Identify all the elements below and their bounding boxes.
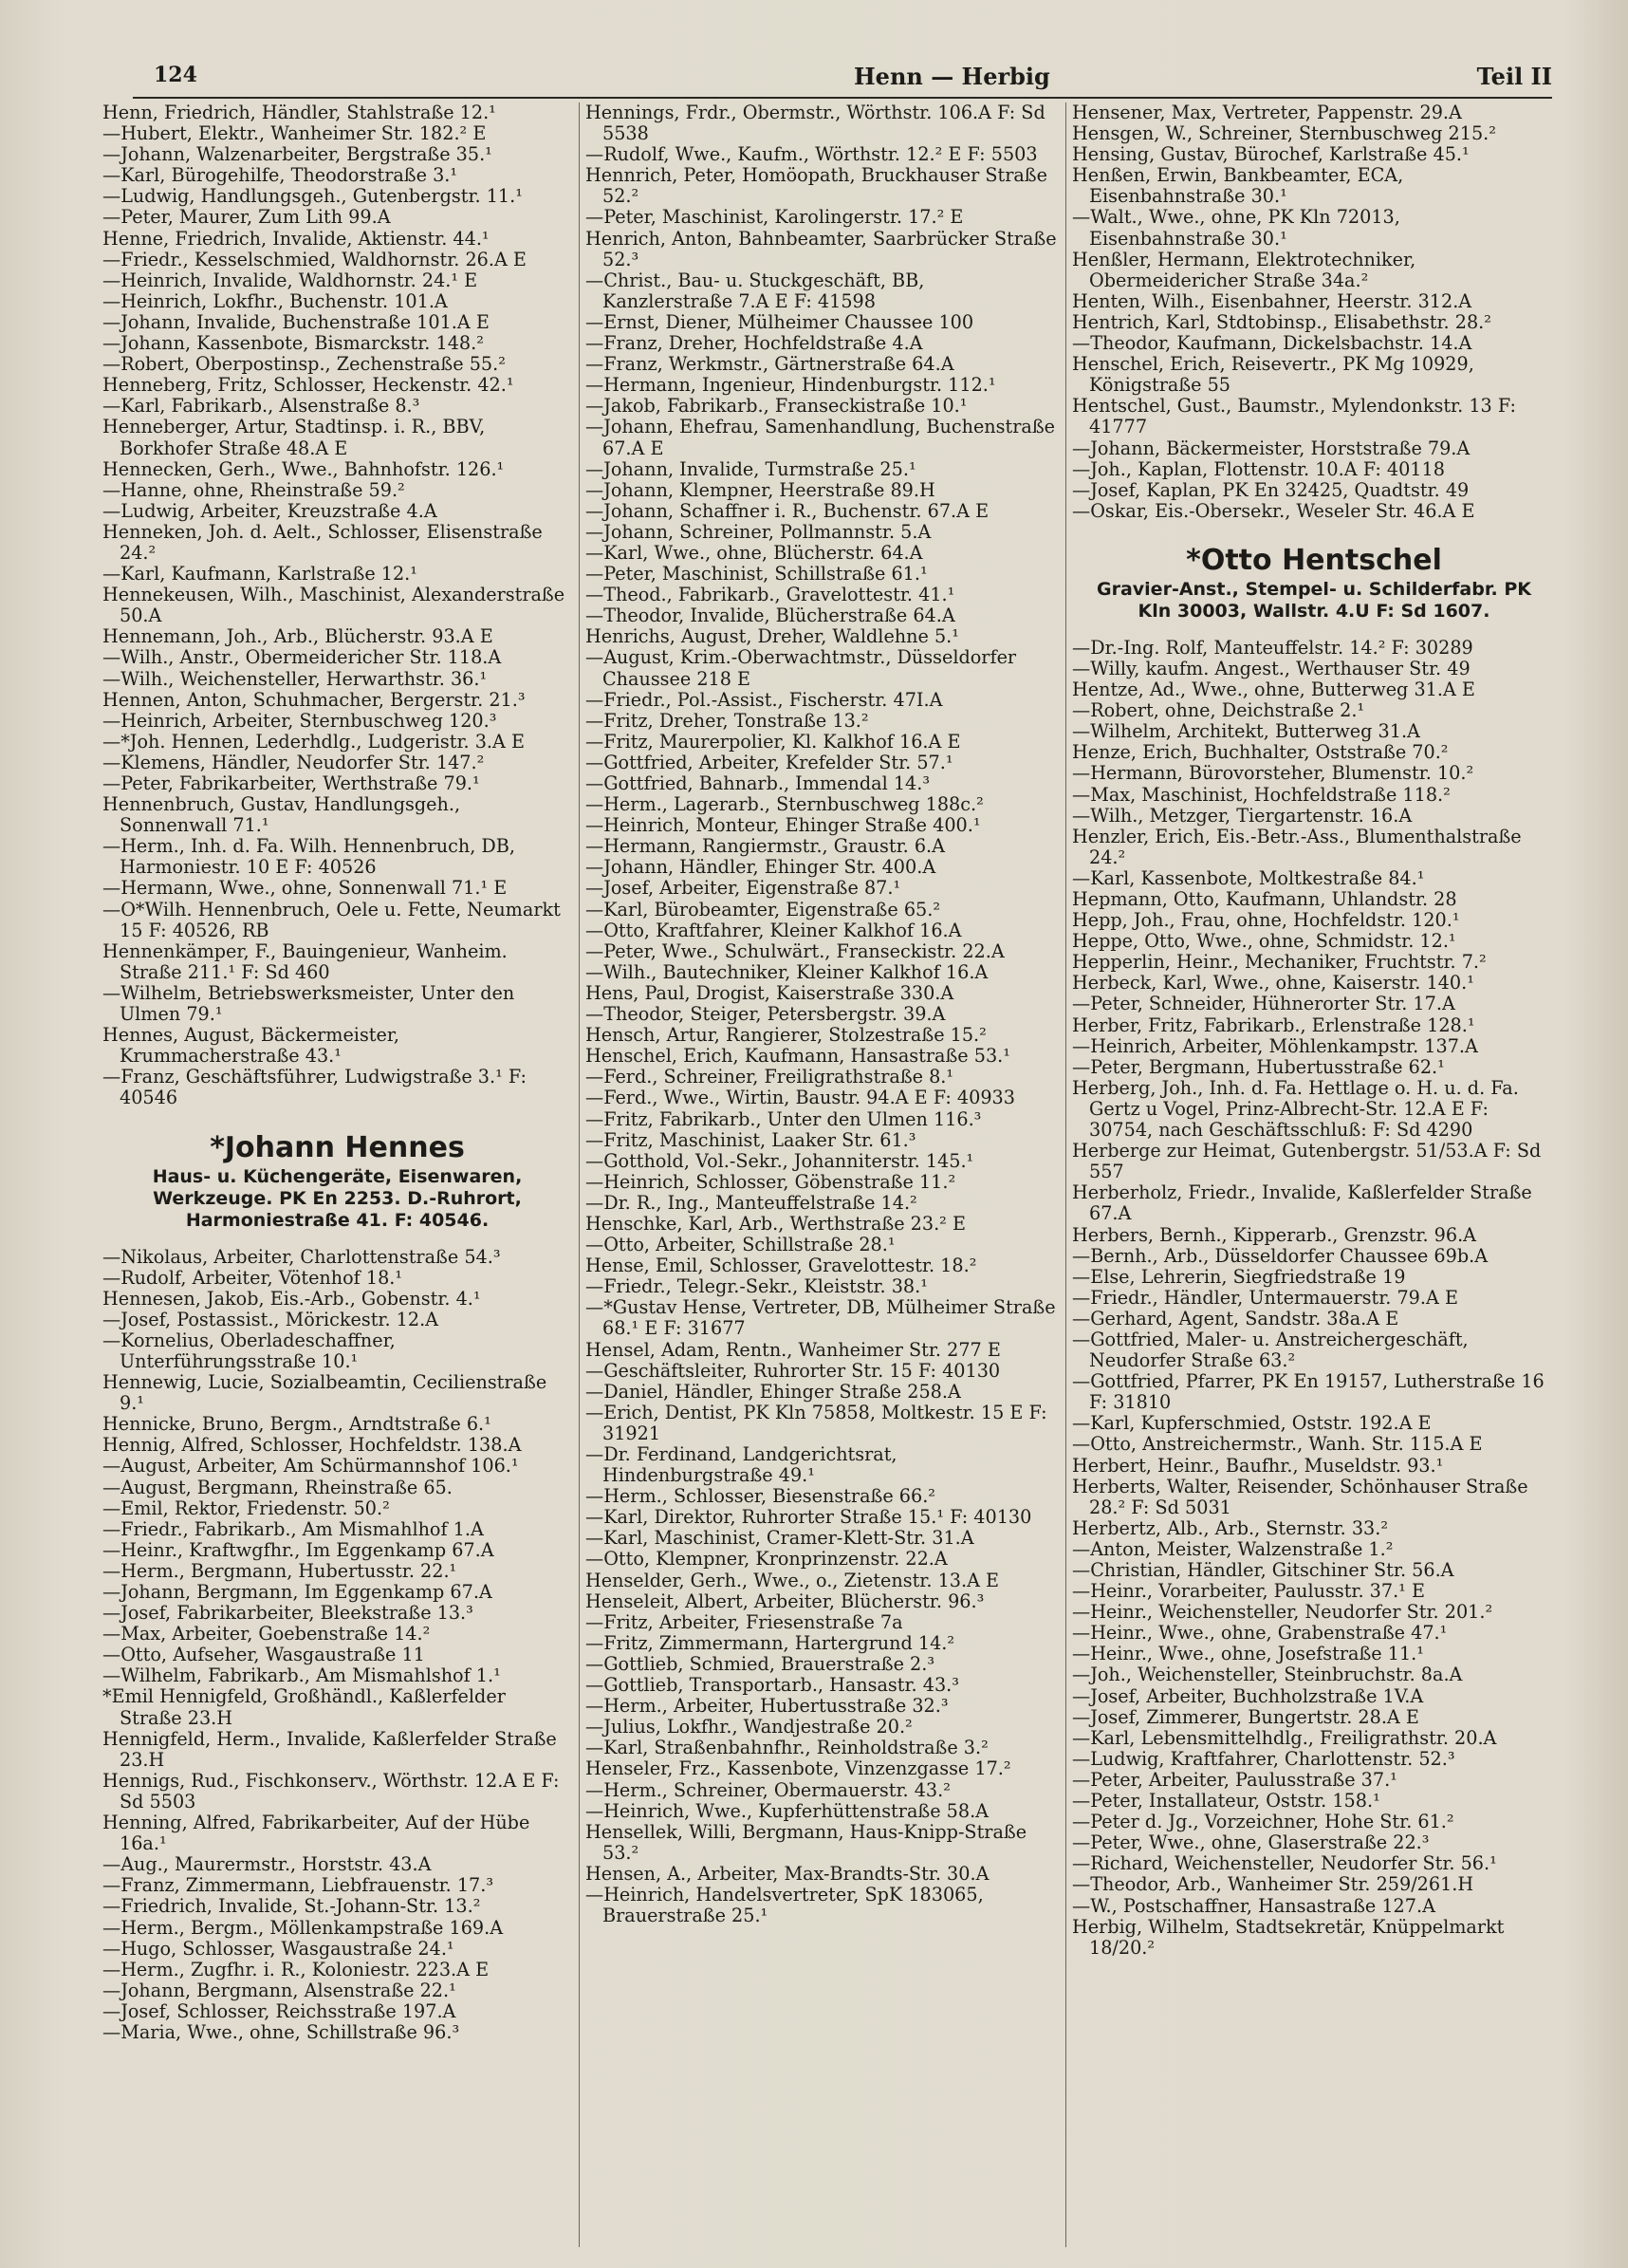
directory-entry: —Bernh., Arb., Düsseldorfer Chaussee 69b.A <box>1072 1244 1489 1267</box>
directory-entry: —Herm., Inh. d. Fa. Wilh. Hennenbruch, DB, Harmoniestr. 10 E F: 40526 <box>102 835 515 879</box>
directory-entry: —Rudolf, Wwe., Kaufm., Wörthstr. 12.² E F: 5503 <box>585 143 1038 166</box>
directory-entry: Herbertz, Alb., Arb., Sternstr. 33.² <box>1072 1516 1389 1539</box>
directory-entry: —Geschäftsleiter, Ruhrorter Str. 15 F: 40130 <box>585 1359 1001 1382</box>
directory-entry: —Hermann, Ingenieur, Hindenburgstr. 112.¹ <box>585 374 996 397</box>
advertisement-otto-hentschel <box>1072 543 1556 623</box>
directory-entry: Henten, Wilh., Eisenbahner, Heerstr. 312.A <box>1072 289 1472 312</box>
directory-entry: Herber, Fritz, Fabrikarb., Erlenstraße 128.¹ <box>1072 1013 1475 1036</box>
directory-entry: —Else, Lehrerin, Siegfriedstraße 19 <box>1072 1265 1406 1288</box>
directory-entry: —Peter, Maschinist, Karolingerstr. 17.² E <box>585 206 964 229</box>
directory-entry: Henze, Erich, Buchhalter, Oststraße 70.² <box>1072 741 1449 764</box>
directory-entry: Henneberger, Artur, Stadtinsp. i. R., BBV, Borkhofer Straße 48.A E <box>102 416 486 459</box>
directory-entry: Hentrich, Karl, Stdtobinsp., Elisabethstr. 28.² <box>1072 310 1491 333</box>
directory-entry: —Johann, Kassenbote, Bismarckstr. 148.² <box>102 332 484 355</box>
directory-entry: —Emil, Rektor, Friedenstr. 50.² <box>102 1497 390 1519</box>
directory-entry: —*Joh. Hennen, Lederhdlg., Ludgeristr. 3.A E <box>102 730 525 753</box>
directory-entry: Henzler, Erich, Eis.-Betr.-Ass., Blumenthalstraße 24.² <box>1072 825 1522 868</box>
directory-entry: Henseleit, Albert, Arbeiter, Blücherstr. 96.³ <box>585 1589 985 1612</box>
directory-entry: —Robert, ohne, Deichstraße 2.¹ <box>1072 699 1365 722</box>
directory-entry: Henseler, Frz., Kassenbote, Vinzenzgasse 17.² <box>585 1757 1011 1780</box>
directory-entry: —Otto, Kraftfahrer, Kleiner Kalkhof 16.A <box>585 919 962 941</box>
directory-entry: —Karl, Fabrikarb., Alsenstraße 8.³ <box>102 395 420 418</box>
directory-entry: —Karl, Direktor, Ruhrorter Straße 15.¹ F: 40130 <box>585 1506 1032 1529</box>
directory-entry: —Otto, Anstreichermstr., Wanh. Str. 115.A E <box>1072 1433 1483 1456</box>
directory-entry: —Fritz, Dreher, Tonstraße 13.² <box>585 709 869 732</box>
directory-entry: —Heinrich, Handelsvertreter, SpK 183065, Brauerstraße 25.¹ <box>585 1883 984 1927</box>
directory-entry: —Friedr., Telegr.-Sekr., Kleiststr. 38.¹ <box>585 1275 928 1298</box>
directory-entry: —Christian, Händler, Gitschiner Str. 56.A <box>1072 1559 1454 1581</box>
directory-entry: Hennes, August, Bäckermeister, Krummacherstraße 43.¹ <box>102 1024 400 1068</box>
directory-entry: —Karl, Wwe., ohne, Blücherstr. 64.A <box>585 541 923 564</box>
directory-entry: Henselder, Gerh., Wwe., o., Zietenstr. 13.A E <box>585 1569 1000 1591</box>
directory-entry: —Herm., Schlosser, Biesenstraße 66.² <box>585 1485 935 1508</box>
directory-entry: —Karl, Maschinist, Cramer-Klett-Str. 31.A <box>585 1527 974 1550</box>
directory-entry: —Peter d. Jg., Vorzeichner, Hohe Str. 61.² <box>1072 1811 1454 1833</box>
directory-entry: —Peter, Bergmann, Hubertusstraße 62.¹ <box>1072 1055 1445 1078</box>
directory-entry: —Dr. Ferdinand, Landgerichtsrat, Hindenburgstraße 49.¹ <box>585 1443 897 1487</box>
directory-entry: —*Gustav Hense, Vertreter, DB, Mülheimer Straße 68.¹ E F: 31677 <box>585 1296 1056 1340</box>
directory-entry: —Josef, Arbeiter, Buchholzstraße 1V.A <box>1072 1684 1424 1707</box>
directory-entry: Hennen, Anton, Schuhmacher, Bergerstr. 21.³ <box>102 688 526 711</box>
directory-entry: —Johann, Walzenarbeiter, Bergstraße 35.¹ <box>102 143 492 166</box>
directory-entry: —O*Wilh. Hennenbruch, Oele u. Fette, Neumarkt 15 F: 40526, RB <box>102 898 561 941</box>
directory-entry: —Josef, Kaplan, PK En 32425, Quadtstr. 49 <box>1072 478 1470 501</box>
directory-entry: —Herm., Bergmann, Hubertusstr. 22.¹ <box>102 1559 457 1582</box>
directory-entry: —Karl, Lebensmittelhdlg., Freiligrathstr. 20.A <box>1072 1726 1497 1749</box>
directory-entry: —Johann, Invalide, Turmstraße 25.¹ <box>585 457 916 480</box>
directory-entry: —Peter, Wwe., ohne, Glaserstraße 22.³ <box>1072 1831 1430 1854</box>
directory-entry: Hennekeusen, Wilh., Maschinist, Alexanderstraße 50.A <box>102 584 565 627</box>
directory-entry: —Kornelius, Oberladeschaffner, Unterführungsstraße 10.¹ <box>102 1329 396 1372</box>
directory-entry: —Peter, Maurer, Zum Lith 99.A <box>102 206 391 229</box>
directory-entry: —Gottlieb, Schmied, Brauerstraße 2.³ <box>585 1652 935 1675</box>
directory-entry: —Karl, Kaufmann, Karlstraße 12.¹ <box>102 563 417 586</box>
directory-entry: —Franz, Dreher, Hochfeldstraße 4.A <box>585 332 923 355</box>
directory-entry: —Josef, Schlosser, Reichsstraße 197.A <box>102 1999 456 2022</box>
directory-entry: —Julius, Lokfhr., Wandjestraße 20.² <box>585 1716 913 1738</box>
directory-entry: Henschel, Erich, Reisevertr., PK Mg 10929, Königstraße 55 <box>1072 353 1474 397</box>
directory-entry: —Peter, Arbeiter, Paulusstraße 37.¹ <box>1072 1768 1397 1791</box>
directory-entry: Henschke, Karl, Arb., Werthstraße 23.² E <box>585 1212 966 1235</box>
directory-entry: —Peter, Wwe., Schulwärt., Franseckistr. 22.A <box>585 939 1005 962</box>
directory-entry: —Oskar, Eis.-Obersekr., Weseler Str. 46.A E <box>1072 499 1475 522</box>
directory-entry: Hennenkämper, F., Bauingenieur, Wanheim. Straße 211.¹ F: Sd 460 <box>102 939 508 983</box>
directory-entry: Herbers, Bernh., Kipperarb., Grenzstr. 96.A <box>1072 1223 1477 1246</box>
ad-description: Gravier-Anst., Stempel- u. Schilderfabr. PK Kln 30003, Wallstr. 4.U F: Sd 1607. <box>1097 578 1531 622</box>
directory-entry: —Heinr., Wwe., ohne, Josefstraße 11.¹ <box>1072 1643 1424 1665</box>
directory-entry: —Ferd., Wwe., Wirtin, Baustr. 94.A E F: 40933 <box>585 1087 1015 1109</box>
directory-entry: Hepp, Joh., Frau, ohne, Hochfeldstr. 120.¹ <box>1072 909 1460 932</box>
directory-entry: Hentschel, Gust., Baumstr., Mylendonkstr. 13 F: 41777 <box>1072 395 1516 438</box>
directory-entry: —Wilh., Weichensteller, Herwarthstr. 36.¹ <box>102 667 488 690</box>
directory-entry: Herbert, Heinr., Baufhr., Museldstr. 93.¹ <box>1072 1454 1444 1477</box>
directory-entry: —Heinr., Kraftwgfhr., Im Eggenkamp 67.A <box>102 1538 494 1561</box>
directory-entry: —Wilhelm, Fabrikarb., Am Mismahlshof 1.¹ <box>102 1664 501 1687</box>
directory-entry: —Dr. R., Ing., Manteuffelstraße 14.² <box>585 1191 917 1214</box>
directory-entry: —Hugo, Schlosser, Wasgaustraße 24.¹ <box>102 1937 454 1960</box>
page-number: 124 <box>154 63 197 87</box>
directory-entry: Hennicke, Bruno, Bergm., Arndtstraße 6.¹ <box>102 1413 491 1436</box>
directory-entry: —Johann, Bergmann, Im Eggenkamp 67.A <box>102 1581 492 1603</box>
directory-entry: —Johann, Bergmann, Alsenstraße 22.¹ <box>102 1979 456 2001</box>
directory-entry: —Peter, Fabrikarbeiter, Werthstraße 79.¹ <box>102 772 480 794</box>
directory-entry: —Christ., Bau- u. Stuckgeschäft, BB, Kanzlerstraße 7.A E F: 41598 <box>585 269 925 312</box>
directory-entry: —Herm., Bergm., Möllenkampstraße 169.A <box>102 1916 504 1939</box>
directory-entry: —Heinrich, Invalide, Waldhornstr. 24.¹ E <box>102 269 478 291</box>
directory-entry: Herberg, Joh., Inh. d. Fa. Hettlage o. H. u. d. Fa. Gertz u Vogel, Prinz-Albrecht-Str. 12.A E F: 30754, nach Geschäftsschluß: F: Sd 4290 <box>1072 1076 1519 1142</box>
directory-entry: —Franz, Geschäftsführer, Ludwigstraße 3.¹ F: 40546 <box>102 1066 527 1109</box>
directory-entry: Henne, Friedrich, Invalide, Aktienstr. 44.¹ <box>102 227 490 250</box>
directory-entry: —Fritz, Maurerpolier, Kl. Kalkhof 16.A E <box>585 730 961 753</box>
directory-entry: —Ferd., Schreiner, Freiligrathstraße 8.¹ <box>585 1066 954 1088</box>
directory-entry: Hensing, Gustav, Bürochef, Karlstraße 45.¹ <box>1072 143 1470 166</box>
directory-entry: *Emil Hennigfeld, Großhändl., Kaßlerfelder Straße 23.H <box>102 1685 506 1729</box>
directory-entry: —Friedrich, Invalide, St.-Johann-Str. 13.² <box>102 1895 481 1918</box>
part-label: Teil II <box>1476 63 1552 90</box>
directory-entry: Hens, Paul, Drogist, Kaiserstraße 330.A <box>585 981 954 1004</box>
directory-entry: —Wilh., Metzger, Tiergartenstr. 16.A <box>1072 804 1413 827</box>
directory-entry: —Theodor, Invalide, Blücherstraße 64.A <box>585 604 955 627</box>
directory-entry: —Ludwig, Arbeiter, Kreuzstraße 4.A <box>102 499 437 522</box>
directory-entry: —Hanne, ohne, Rheinstraße 59.² <box>102 478 405 501</box>
directory-entry: Henning, Alfred, Fabrikarbeiter, Auf der Hübe 16a.¹ <box>102 1812 530 1855</box>
column-divider <box>1065 102 1066 2247</box>
directory-entry: —Heinrich, Arbeiter, Sternbuschweg 120.³ <box>102 709 497 732</box>
directory-entry: —Heinrich, Schlosser, Göbenstraße 11.² <box>585 1170 956 1193</box>
directory-entry: Hennecken, Gerh., Wwe., Bahnhofstr. 126.¹ <box>102 457 505 480</box>
directory-entry: —Dr.-Ing. Rolf, Manteuffelstr. 14.² F: 30289 <box>1072 636 1473 659</box>
directory-entry: —Johann, Klempner, Heerstraße 89.H <box>585 478 935 501</box>
column-3 <box>1072 102 1556 2247</box>
directory-entry: —Theodor, Arb., Wanheimer Str. 259/261.H <box>1072 1873 1474 1896</box>
directory-entry: —Wilhelm, Betriebswerksmeister, Unter den Ulmen 79.¹ <box>102 981 515 1026</box>
directory-entry: —Fritz, Maschinist, Laaker Str. 61.³ <box>585 1128 916 1151</box>
directory-entry: —August, Arbeiter, Am Schürmannshof 106.¹ <box>102 1455 519 1478</box>
directory-entry: —Heinrich, Monteur, Ehinger Straße 400.¹ <box>585 814 981 837</box>
directory-entry: Hennemann, Joh., Arb., Blücherstr. 93.A E <box>102 625 493 648</box>
directory-entry: Hepperlin, Heinr., Mechaniker, Fruchtstr. 7.² <box>1072 951 1487 974</box>
directory-entry: —Walt., Wwe., ohne, PK Kln 72013, Eisenbahnstraße 30.¹ <box>1072 206 1400 250</box>
advertisement-johann-hennes <box>102 1130 572 1232</box>
ad-name: *Johann Hennes <box>210 1130 465 1164</box>
directory-entry: Hensgen, W., Schreiner, Sternbuschweg 215.² <box>1072 122 1496 145</box>
directory-entry: —Herm., Lagerarb., Sternbuschweg 188c.² <box>585 793 984 816</box>
directory-entry: —Karl, Bürobeamter, Eigenstraße 65.² <box>585 898 941 920</box>
directory-entry: —Heinrich, Arbeiter, Möhlenkampstr. 137.A <box>1072 1034 1478 1057</box>
directory-entry: —Nikolaus, Arbeiter, Charlottenstraße 54.³ <box>102 1245 501 1268</box>
column-1-entries-b <box>102 1247 572 2044</box>
directory-entry: Henschel, Erich, Kaufmann, Hansastraße 53.¹ <box>585 1045 1010 1068</box>
directory-entry: Henßler, Hermann, Elektrotechniker, Obermeidericher Straße 34a.² <box>1072 248 1416 291</box>
ad-name: *Otto Hentschel <box>1186 543 1442 577</box>
directory-entry: —Herm., Schreiner, Obermauerstr. 43.² <box>585 1778 951 1801</box>
directory-entry: Hensen, A., Arbeiter, Max-Brandts-Str. 30.A <box>585 1862 990 1885</box>
directory-entry: —Peter, Maschinist, Schillstraße 61.¹ <box>585 563 928 586</box>
directory-entry: —Karl, Bürogehilfe, Theodorstraße 3.¹ <box>102 164 458 187</box>
directory-entry: —Otto, Klempner, Kronprinzenstr. 22.A <box>585 1548 948 1571</box>
directory-entry: —Johann, Ehefrau, Samenhandlung, Buchenstraße 67.A E <box>585 416 1056 459</box>
column-2 <box>585 102 1060 2247</box>
directory-entry: —Wilh., Anstr., Obermeidericher Str. 118.A <box>102 646 502 669</box>
directory-entry: —Otto, Arbeiter, Schillstraße 28.¹ <box>585 1234 896 1256</box>
directory-entry: —Johann, Bäckermeister, Horststraße 79.A <box>1072 437 1471 459</box>
directory-entry: Hennenbruch, Gustav, Handlungsgeh., Sonnenwall 71.¹ <box>102 793 461 837</box>
directory-entry: —Karl, Kassenbote, Moltkestraße 84.¹ <box>1072 866 1425 889</box>
directory-entry: —Johann, Schaffner i. R., Buchenstr. 67.A E <box>585 499 990 522</box>
directory-entry: —Josef, Arbeiter, Eigenstraße 87.¹ <box>585 877 901 900</box>
directory-entry: Hennigfeld, Herm., Invalide, Kaßlerfelder Straße 23.H <box>102 1727 557 1771</box>
directory-entry: —Franz, Werkmstr., Gärtnerstraße 64.A <box>585 353 954 376</box>
directory-entry: Hepmann, Otto, Kaufmann, Uhlandstr. 28 <box>1072 888 1457 910</box>
directory-entry: —Karl, Kupferschmied, Oststr. 192.A E <box>1072 1412 1432 1435</box>
directory-entry: —Wilh., Bautechniker, Kleiner Kalkhof 16.A <box>585 960 989 983</box>
directory-entry: —Daniel, Händler, Ehinger Straße 258.A <box>585 1380 961 1403</box>
directory-entry: —Peter, Schneider, Hühnerorter Str. 17.A <box>1072 993 1455 1015</box>
directory-entry: —Ludwig, Handlungsgeh., Gutenbergstr. 11.¹ <box>102 185 523 208</box>
directory-entry: Hentze, Ad., Wwe., ohne, Butterweg 31.A E <box>1072 679 1475 701</box>
directory-entry: Hennings, Frdr., Obermstr., Wörthstr. 106.A F: Sd 5538 <box>585 102 1045 145</box>
directory-entry: Hensel, Adam, Rentn., Wanheimer Str. 277 E <box>585 1338 1001 1361</box>
column-2-entries <box>585 102 1060 1926</box>
directory-entry: Herbeck, Karl, Wwe., ohne, Kaiserstr. 140.¹ <box>1072 972 1474 995</box>
directory-entry: Hennigs, Rud., Fischkonserv., Wörthstr. 12.A E F: Sd 5503 <box>102 1769 560 1813</box>
directory-entry: —Fritz, Fabrikarb., Unter den Ulmen 116.³ <box>585 1107 982 1130</box>
directory-entry: —Friedr., Händler, Untermauerstr. 79.A E <box>1072 1286 1458 1309</box>
directory-entry: —Fritz, Zimmermann, Hartergrund 14.² <box>585 1631 955 1654</box>
directory-entry: —Willy, kaufm. Angest., Werthauser Str. 49 <box>1072 657 1471 679</box>
directory-entry: —Hermann, Rangiermstr., Graustr. 6.A <box>585 835 946 858</box>
directory-entry: —Joh., Weichensteller, Steinbruchstr. 8a.A <box>1072 1664 1463 1686</box>
directory-entry: —Gottfried, Pfarrer, PK En 19157, Lutherstraße 16 F: 31810 <box>1072 1370 1545 1414</box>
directory-entry: —Peter, Installateur, Oststr. 158.¹ <box>1072 1790 1380 1813</box>
directory-entry: —August, Krim.-Oberwachtmstr., Düsseldorfer Chaussee 218 E <box>585 646 1017 690</box>
directory-entry: —Johann, Händler, Ehinger Str. 400.A <box>585 856 936 879</box>
directory-entry: —Herm., Zugfhr. i. R., Koloniestr. 223.A E <box>102 1958 490 1980</box>
directory-entry: —Otto, Aufseher, Wasgaustraße 11 <box>102 1644 425 1666</box>
directory-entry: —Hermann, Wwe., ohne, Sonnenwall 71.¹ E <box>102 877 508 900</box>
directory-entry: Hennewig, Lucie, Sozialbeamtin, Cecilienstraße 9.¹ <box>102 1371 547 1415</box>
directory-entry: Hense, Emil, Schlosser, Gravelottestr. 18.² <box>585 1255 977 1277</box>
page-header <box>133 59 1552 99</box>
directory-entry: —Joh., Kaplan, Flottenstr. 10.A F: 40118 <box>1072 457 1445 480</box>
directory-entry: —Friedr., Kesselschmied, Waldhornstr. 26.A E <box>102 248 527 270</box>
directory-entry: —Heinrich, Wwe., Kupferhüttenstraße 58.A <box>585 1799 990 1822</box>
directory-entry: —Klemens, Händler, Neudorfer Str. 147.² <box>102 751 485 773</box>
directory-entry: Henrich, Anton, Bahnbeamter, Saarbrücker Straße 52.³ <box>585 227 1057 270</box>
directory-entry: —Josef, Zimmerer, Bungertstr. 28.A E <box>1072 1705 1419 1728</box>
directory-entry: —Ludwig, Kraftfahrer, Charlottenstr. 52.³ <box>1072 1747 1455 1770</box>
directory-entry: Hennig, Alfred, Schlosser, Hochfeldstr. 138.A <box>102 1434 522 1457</box>
directory-entry: —Theodor, Kaufmann, Dickelsbachstr. 14.A <box>1072 332 1472 355</box>
directory-entry: —Hubert, Elektr., Wanheimer Str. 182.² E <box>102 122 487 145</box>
directory-entry: —Jakob, Fabrikarb., Franseckistraße 10.¹ <box>585 395 968 418</box>
directory-entry: —Theod., Fabrikarb., Gravelottestr. 41.¹ <box>585 584 955 606</box>
directory-entry: —Josef, Fabrikarbeiter, Bleekstraße 13.³ <box>102 1602 473 1625</box>
directory-entry: Henrichs, August, Dreher, Waldlehne 5.¹ <box>585 625 959 648</box>
column-1-entries-a <box>102 102 572 1109</box>
directory-entry: —Ernst, Diener, Mülheimer Chaussee 100 <box>585 310 974 333</box>
directory-entry: —Gottfried, Bahnarb., Immendal 14.³ <box>585 772 931 794</box>
directory-entry: Henn, Friedrich, Händler, Stahlstraße 12.¹ <box>102 102 496 123</box>
directory-entry: —Maria, Wwe., ohne, Schillstraße 96.³ <box>102 2020 460 2043</box>
directory-entry: —Theodor, Steiger, Petersbergstr. 39.A <box>585 1003 946 1026</box>
column-divider <box>579 102 580 2247</box>
directory-entry: —Aug., Maurermstr., Horststr. 43.A <box>102 1853 432 1876</box>
directory-entry: Hensch, Artur, Rangierer, Stolzestraße 15.² <box>585 1024 987 1047</box>
directory-entry: —Erich, Dentist, PK Kln 75858, Moltkestr. 15 E F: 31921 <box>585 1401 1047 1444</box>
directory-entry: Herberts, Walter, Reisender, Schönhauser Straße 28.² F: Sd 5031 <box>1072 1475 1528 1518</box>
directory-entry: —Fritz, Arbeiter, Friesenstraße 7a <box>585 1610 903 1633</box>
directory-entry: —Anton, Meister, Walzenstraße 1.² <box>1072 1537 1394 1560</box>
directory-entry: —Gottfried, Maler- u. Anstreichergeschäft, Neudorfer Straße 63.² <box>1072 1328 1469 1372</box>
directory-entry: —Josef, Postassist., Mörickestr. 12.A <box>102 1308 439 1330</box>
directory-entry: —Johann, Schreiner, Pollmannstr. 5.A <box>585 520 932 543</box>
directory-entry: Henneberg, Fritz, Schlosser, Heckenstr. 42.¹ <box>102 374 514 397</box>
directory-entry: Hensellek, Willi, Bergmann, Haus-Knipp-Straße 53.² <box>585 1820 1027 1864</box>
directory-entry: —Heinr., Vorarbeiter, Paulusstr. 37.¹ E <box>1072 1580 1425 1603</box>
directory-entry: —Richard, Weichensteller, Neudorfer Str. 56.¹ <box>1072 1852 1497 1875</box>
directory-entry: —Friedr., Fabrikarb., Am Mismahlhof 1.A <box>102 1517 484 1540</box>
column-3-entries-b <box>1072 638 1556 1959</box>
directory-entry: —Karl, Straßenbahnfhr., Reinholdstraße 3.² <box>585 1737 989 1759</box>
directory-entry: —Robert, Oberpostinsp., Zechenstraße 55.² <box>102 353 506 376</box>
directory-entry: —Gottfried, Arbeiter, Krefelder Str. 57.¹ <box>585 751 953 773</box>
directory-entry: —Wilhelm, Architekt, Butterweg 31.A <box>1072 720 1420 743</box>
directory-entry: —Hermann, Bürovorsteher, Blumenstr. 10.² <box>1072 762 1474 785</box>
directory-entry: Hennrich, Peter, Homöopath, Bruckhauser Straße 52.² <box>585 164 1047 208</box>
directory-entry: —Max, Arbeiter, Goebenstraße 14.² <box>102 1623 431 1645</box>
directory-entry: Hensener, Max, Vertreter, Pappenstr. 29.A <box>1072 102 1462 123</box>
ad-description: Haus- u. Küchengeräte, Eisenwaren, Werkzeuge. PK En 2253. D.-Ruhrort, Harmoniestraße 41. F: 40546. <box>152 1165 523 1231</box>
directory-entry: —Herm., Arbeiter, Hubertusstraße 32.³ <box>585 1695 949 1718</box>
directory-entry: —W., Postschaffner, Hansastraße 127.A <box>1072 1894 1435 1917</box>
directory-entry: —Franz, Zimmermann, Liebfrauenstr. 17.³ <box>102 1874 494 1897</box>
running-head: Henn — Herbig <box>854 63 1050 90</box>
column-3-entries-a <box>1072 102 1556 522</box>
directory-entry: Herbig, Wilhelm, Stadtsekretär, Knüppelmarkt 18/20.² <box>1072 1915 1505 1959</box>
directory-entry: —Gottlieb, Transportarb., Hansastr. 43.³ <box>585 1674 959 1697</box>
directory-entry: —Rudolf, Arbeiter, Vötenhof 18.¹ <box>102 1266 403 1289</box>
directory-entry: Henneken, Joh. d. Aelt., Schlosser, Elisenstraße 24.² <box>102 520 543 564</box>
column-1 <box>102 102 572 2247</box>
directory-entry: —August, Bergmann, Rheinstraße 65. <box>102 1476 453 1498</box>
directory-entry: —Friedr., Pol.-Assist., Fischerstr. 47I.A <box>585 688 943 711</box>
directory-entry: —Max, Maschinist, Hochfeldstraße 118.² <box>1072 783 1451 806</box>
directory-entry: Heppe, Otto, Wwe., ohne, Schmidstr. 12.¹ <box>1072 930 1456 953</box>
directory-entry: —Johann, Invalide, Buchenstraße 101.A E <box>102 310 490 333</box>
directory-entry: —Heinr., Wwe., ohne, Grabenstraße 47.¹ <box>1072 1622 1448 1645</box>
directory-entry: Herberholz, Friedr., Invalide, Kaßlerfelder Straße 67.A <box>1072 1181 1532 1225</box>
directory-entry: —Gerhard, Agent, Sandstr. 38a.A E <box>1072 1307 1399 1329</box>
directory-entry: —Heinrich, Lokfhr., Buchenstr. 101.A <box>102 289 448 312</box>
directory-entry: Hennesen, Jakob, Eis.-Arb., Gobenstr. 4.¹ <box>102 1287 481 1310</box>
directory-entry: Herberge zur Heimat, Gutenbergstr. 51/53.A F: Sd 557 <box>1072 1140 1542 1183</box>
directory-entry: Henßen, Erwin, Bankbeamter, ECA, Eisenbahnstraße 30.¹ <box>1072 164 1404 208</box>
directory-entry: —Heinr., Weichensteller, Neudorfer Str. 201.² <box>1072 1601 1493 1624</box>
directory-entry: —Gotthold, Vol.-Sekr., Johanniterstr. 145.¹ <box>585 1149 974 1172</box>
